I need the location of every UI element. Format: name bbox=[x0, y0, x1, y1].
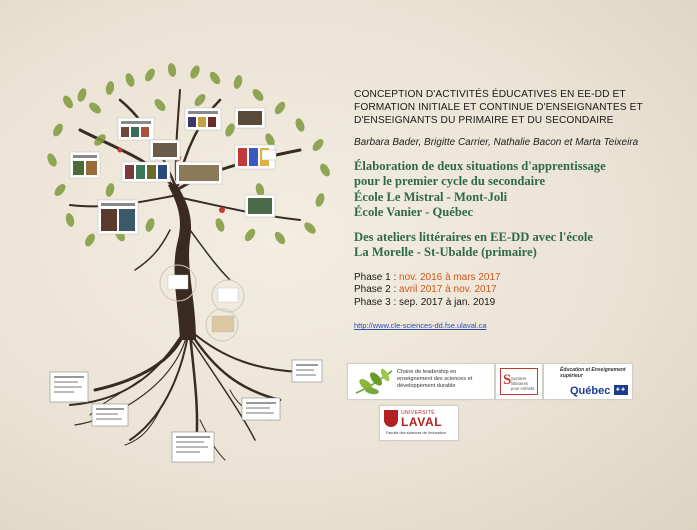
main-title-line: CONCEPTION D'ACTIVITÉS ÉDUCATIVES EN EE-DD ET bbox=[354, 89, 626, 100]
chaire-text: Chaire de leadership en enseignement des sciences et développement durable bbox=[397, 369, 473, 389]
situations-line: pour le premier cycle du secondaire bbox=[354, 174, 546, 189]
ateliers-heading bbox=[354, 230, 684, 261]
phase-label: Phase 1 : bbox=[354, 271, 400, 283]
situations-heading bbox=[354, 159, 684, 220]
sentiers-box bbox=[500, 368, 538, 395]
quebec-word: Québec bbox=[570, 385, 611, 397]
phases-list bbox=[354, 272, 684, 310]
tree-trunk bbox=[168, 183, 196, 340]
phase-item bbox=[354, 284, 684, 297]
sentiers-logo bbox=[495, 363, 543, 400]
phase-label: Phase 3 : bbox=[354, 296, 400, 308]
situations-line: Élaboration de deux situations d'apprentissage bbox=[354, 159, 606, 173]
sentiers-text: Sentiers littéraires pour enfants bbox=[511, 376, 535, 391]
info-panel bbox=[354, 88, 684, 333]
laval-university-label: UNIVERSITÉ bbox=[401, 410, 436, 416]
tree-svg bbox=[0, 0, 345, 530]
tree-illustration bbox=[0, 0, 345, 530]
main-title-line: D'ENSEIGNANTS DU PRIMAIRE ET DU SECONDAIRE bbox=[354, 115, 614, 126]
main-title bbox=[354, 88, 684, 127]
root-cards bbox=[50, 360, 322, 462]
laval-shield-icon bbox=[384, 410, 398, 427]
sentiers-letter: S bbox=[503, 372, 512, 388]
main-title-line: FORMATION INITIALE ET CONTINUE D'ENSEIGNANTES ET bbox=[354, 102, 643, 113]
quebec-flag-icon: ✚✚ bbox=[615, 387, 627, 393]
situations-line: École Le Mistral - Mont-Joli bbox=[354, 189, 508, 204]
laval-logo bbox=[379, 405, 459, 441]
website-link[interactable]: http://www.cle-sciences-dd.fse.ulaval.ca bbox=[354, 321, 487, 331]
phase-label: Phase 2 : bbox=[354, 284, 400, 296]
tree-thumbnails bbox=[70, 108, 276, 234]
phase-dates: nov. 2016 à mars 2017 bbox=[399, 271, 501, 283]
laval-faculty: Faculté des sciences de l'éducation bbox=[386, 431, 446, 435]
laval-name: LAVAL bbox=[401, 415, 443, 429]
quebec-logo bbox=[543, 363, 633, 400]
situations-line: École Vanier - Québec bbox=[354, 204, 474, 219]
ateliers-line: Des ateliers littéraires en EE-DD avec l'école bbox=[354, 230, 593, 245]
quebec-ministry-text: Éducation et Enseignement supérieur bbox=[560, 367, 626, 379]
phase-dates: sep. 2017 à jan. 2019 bbox=[399, 296, 496, 308]
chaire-leaf-icon bbox=[352, 367, 396, 397]
phase-dates: avril 2017 à nov. 2017 bbox=[399, 284, 497, 296]
ateliers-line: La Morelle - St-Ubalde (primaire) bbox=[354, 245, 537, 260]
authors: Barbara Bader, Brigitte Carrier, Nathalie Bacon et Marta Teixeira bbox=[354, 137, 639, 148]
phase-item bbox=[354, 272, 684, 285]
chaire-logo bbox=[347, 363, 495, 400]
phase-item bbox=[354, 297, 684, 310]
